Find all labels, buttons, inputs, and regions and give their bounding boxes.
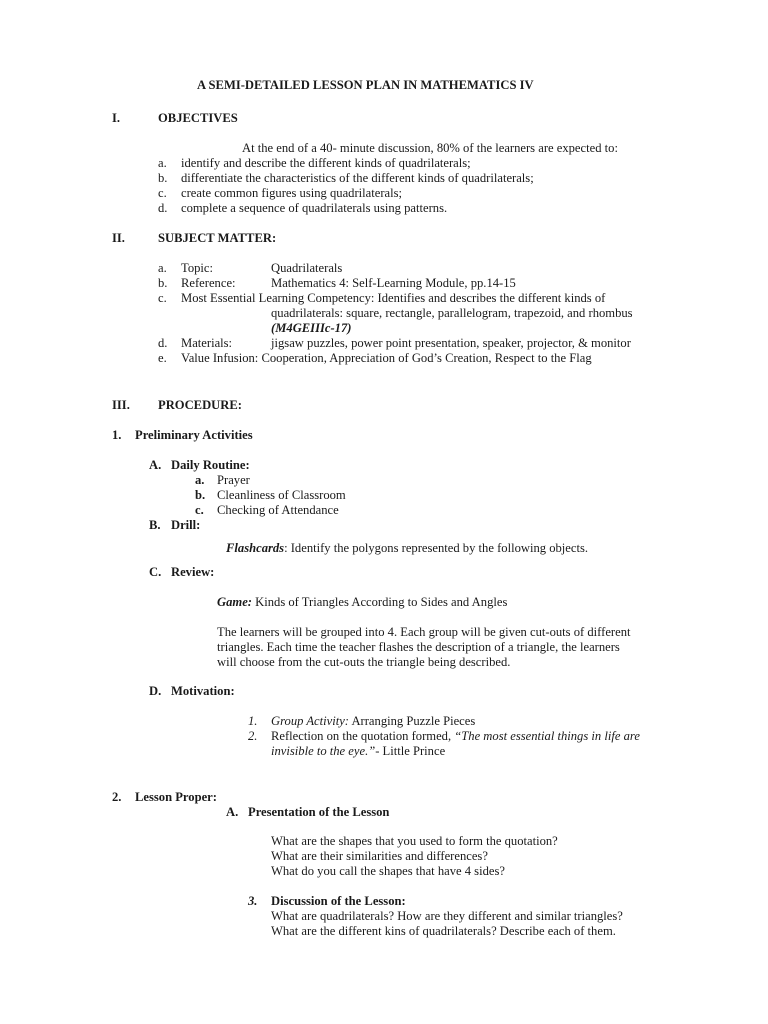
- list-marker: a.: [195, 473, 205, 487]
- quotation-source: - Little Prince: [375, 744, 446, 758]
- objectives-intro: At the end of a 40- minute discussion, 80% of the learners are expected to:: [242, 141, 618, 155]
- topic-value: Quadrilaterals: [271, 261, 343, 275]
- materials-label: Materials:: [181, 336, 233, 350]
- reference-label: Reference:: [181, 276, 236, 290]
- review-game: [217, 595, 507, 610]
- group-activity-label: Group Activity:: [271, 714, 349, 728]
- lesson-proper-number: 2.: [112, 790, 122, 804]
- section-label: 3.: [248, 894, 258, 908]
- section-label: A.: [149, 458, 162, 472]
- lesson-proper-heading: Lesson Proper:: [135, 790, 217, 804]
- game-label: Game:: [217, 595, 252, 609]
- question-line: What do you call the shapes that have 4 sides?: [271, 864, 505, 878]
- list-marker: b.: [158, 171, 168, 185]
- list-item: Cleanliness of Classroom: [217, 488, 346, 502]
- list-marker: b.: [195, 488, 206, 502]
- list-marker: d.: [158, 336, 168, 350]
- list-marker: b.: [158, 276, 168, 290]
- quotation-part-1: “The most essential things in life are: [454, 729, 640, 743]
- procedure-numeral: III.: [112, 398, 130, 412]
- subject-matter-heading: SUBJECT MATTER:: [158, 231, 277, 245]
- reference-value: Mathematics 4: Self-Learning Module, pp.14-15: [271, 276, 516, 290]
- list-marker: a.: [158, 261, 167, 275]
- review-paragraph-line: triangles. Each time the teacher flashes the description of a triangle, the learners: [217, 640, 620, 654]
- procedure-heading: PROCEDURE:: [158, 398, 242, 412]
- objectives-heading: OBJECTIVES: [158, 111, 238, 125]
- list-item: Prayer: [217, 473, 250, 487]
- section-label: A.: [226, 805, 239, 819]
- section-label: B.: [149, 518, 161, 532]
- objectives-numeral: I.: [112, 111, 121, 125]
- motivation-item-2: [271, 729, 640, 744]
- question-line: What are the shapes that you used to form the quotation?: [271, 834, 558, 848]
- subject-matter-numeral: II.: [112, 231, 125, 245]
- group-activity-text: Arranging Puzzle Pieces: [349, 714, 476, 728]
- question-line: What are quadrilaterals? How are they different and similar triangles?: [271, 909, 623, 923]
- daily-routine-heading: Daily Routine:: [171, 458, 250, 472]
- list-marker: 2.: [248, 729, 258, 743]
- competency-code: (M4GEIIIc-17): [271, 321, 352, 335]
- section-label: D.: [149, 684, 162, 698]
- list-marker: e.: [158, 351, 167, 365]
- list-item: create common figures using quadrilaterals;: [181, 186, 403, 200]
- review-paragraph-line: The learners will be grouped into 4. Each group will be given cut-outs of different: [217, 625, 631, 639]
- reflection-text: Reflection on the quotation formed,: [271, 729, 455, 743]
- motivation-heading: Motivation:: [171, 684, 235, 698]
- motivation-item-2-cont: [271, 744, 445, 759]
- list-item: complete a sequence of quadrilaterals using patterns.: [181, 201, 448, 215]
- flashcards-label: Flashcards: [226, 541, 285, 555]
- quotation-part-2: invisible to the eye.”: [271, 744, 376, 758]
- list-item: identify and describe the different kinds of quadrilaterals;: [181, 156, 471, 170]
- drill-heading: Drill:: [171, 518, 201, 532]
- list-item: differentiate the characteristics of the different kinds of quadrilaterals;: [181, 171, 534, 185]
- list-marker: 1.: [248, 714, 258, 728]
- list-marker: c.: [195, 503, 204, 517]
- list-marker: c.: [158, 291, 167, 305]
- list-item: Checking of Attendance: [217, 503, 339, 517]
- section-label: C.: [149, 565, 162, 579]
- game-text: Kinds of Triangles According to Sides and Angles: [251, 595, 508, 609]
- question-line: What are the different kins of quadrilaterals? Describe each of them.: [271, 924, 616, 938]
- motivation-item-1: [271, 714, 475, 729]
- drill-text: [226, 541, 588, 556]
- review-paragraph-line: will choose from the cut-outs the triangle being described.: [217, 655, 511, 669]
- value-infusion: Value Infusion: Cooperation, Appreciation of God’s Creation, Respect to the Flag: [181, 351, 592, 365]
- topic-label: Topic:: [181, 261, 213, 275]
- page-title: A SEMI-DETAILED LESSON PLAN IN MATHEMATICS IV: [197, 78, 534, 92]
- preliminary-heading: Preliminary Activities: [135, 428, 253, 442]
- presentation-heading: Presentation of the Lesson: [248, 805, 390, 819]
- list-marker: c.: [158, 186, 167, 200]
- competency-line1: Most Essential Learning Competency: Identifies and describes the different kinds of: [181, 291, 606, 305]
- competency-line2: quadrilaterals: square, rectangle, parallelogram, trapezoid, and rhombus: [271, 306, 633, 320]
- review-heading: Review:: [171, 565, 215, 579]
- question-line: What are their similarities and differences?: [271, 849, 488, 863]
- list-marker: d.: [158, 201, 168, 215]
- flashcards-instruction: : Identify the polygons represented by the following objects.: [284, 541, 589, 555]
- preliminary-number: 1.: [112, 428, 122, 442]
- materials-value: jigsaw puzzles, power point presentation, speaker, projector, & monitor: [271, 336, 631, 350]
- discussion-heading: Discussion of the Lesson:: [271, 894, 406, 908]
- list-marker: a.: [158, 156, 167, 170]
